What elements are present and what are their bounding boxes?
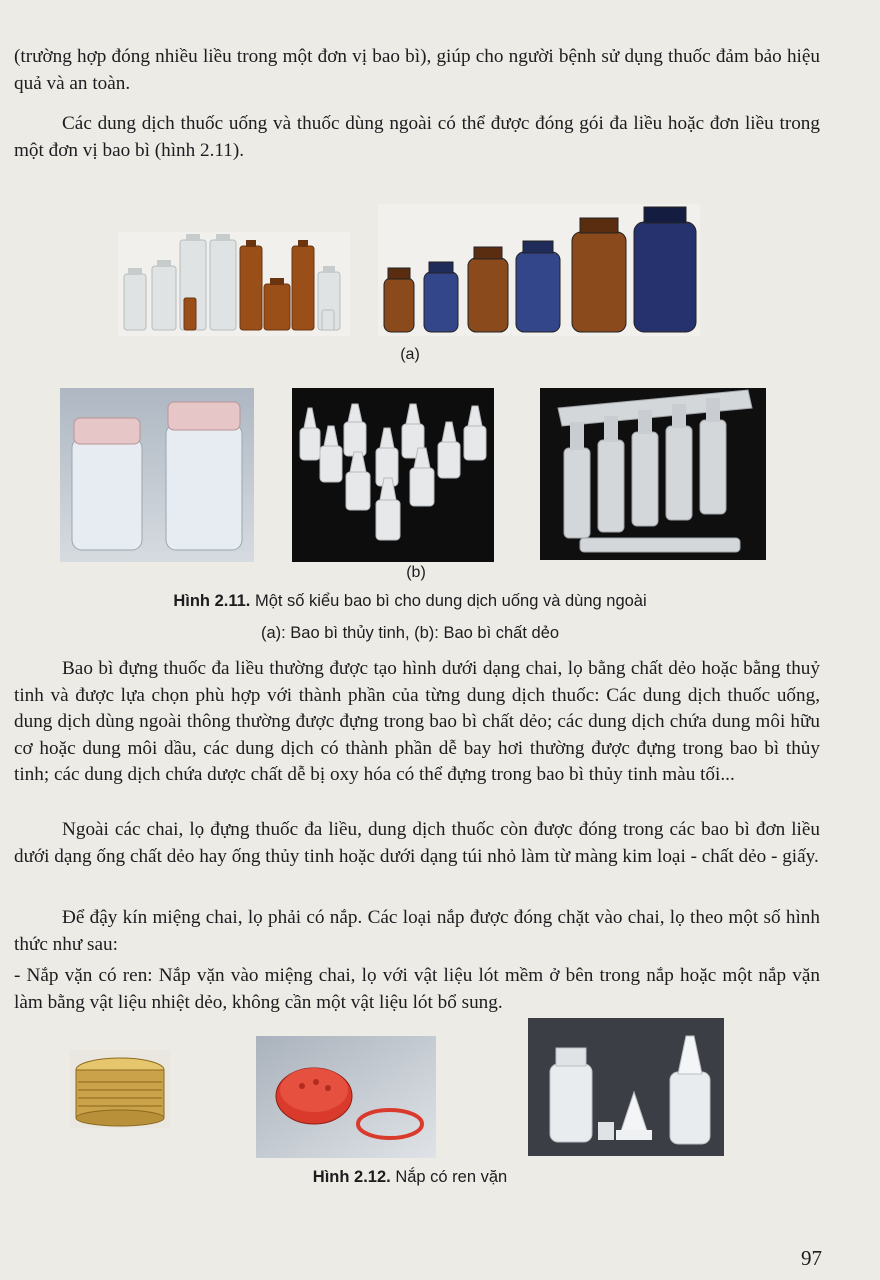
dropper-bottles-photo [292,388,494,562]
paragraph-4: Ngoài các chai, lọ đựng thuốc đa liều, dung dịch thuốc còn được đóng trong các bao bì đơn liều dưới dạng ống chất dẻo hay ống thủy tinh hoặc dưới dạng túi nhỏ làm từ màng kim loại - chất dẻo - giấy. [14,819,820,867]
figure-2-11-caption [0,592,820,611]
red-cap-photo [256,1036,436,1158]
paragraph-3: Bao bì đựng thuốc đa liều thường được tạo hình dưới dạng chai, lọ bằng chất dẻo hoặc bằng thuỷ tinh và được lựa chọn phù hợp với thành phần của từng dung dịch thuốc: Các dung dịch thuốc uống, dung dịch dùng ngoài thông thường được đựng trong bao bì chất dẻo; các dung dịch chứa dung môi hữu cơ hoặc dung môi dầu, các dung dịch có thành phần dễ bay hơi thường được đựng trong bao bì thủy tinh; các dung dịch chứa dược chất dễ bị oxy hóa có thể đựng trong bao bì thủy tinh màu tối... [14,658,820,785]
plastic-jars-photo [60,388,254,562]
figure-2-12-caption [0,1168,820,1187]
figure-label-a: (a) [400,346,420,363]
paragraph-5: Để đậy kín miệng chai, lọ phải có nắp. Các loại nắp được đóng chặt vào chai, lọ theo một số hình thức như sau: [14,907,820,955]
figure-2-12-caption-label: Hình 2.12. [312,1168,391,1186]
figure-2-11-caption-label: Hình 2.11. [173,592,251,610]
paragraph-6: - Nắp vặn có ren: Nắp vặn vào miệng chai, lọ với vật liệu lót mềm ở bên trong nắp hoặc một nắp vặn làm bằng vật liệu nhiệt dẻo, không cần một vật liệu lót bổ sung. [14,965,820,1013]
plastic-ampoules-photo [540,388,766,560]
page-number: 97 [801,1246,822,1270]
metal-cap-photo [70,1050,170,1128]
paragraph-2: Các dung dịch thuốc uống và thuốc dùng ngoài có thể được đóng gói đa liều hoặc đơn liều trong một đơn vị bao bì (hình 2.11). [14,113,820,161]
dropper-caps-photo [528,1018,724,1156]
figure-label-b: (b) [406,564,426,581]
glass-vials-photo [118,232,350,336]
paragraph-1: (trường hợp đóng nhiều liều trong một đơn vị bao bì), giúp cho người bệnh sử dụng thuốc đảm bảo hiệu quả và an toàn. [14,46,820,94]
figure-2-12-caption-text: Nắp có ren vặn [390,1168,508,1186]
figure-2-11-caption-line2: (a): Bao bì thủy tinh, (b): Bao bì chất dẻo [260,624,560,642]
glass-bottles-photo [378,204,700,336]
figure-2-11-caption-text: Một số kiểu bao bì cho dung dịch uống và dùng ngoài [250,592,647,610]
